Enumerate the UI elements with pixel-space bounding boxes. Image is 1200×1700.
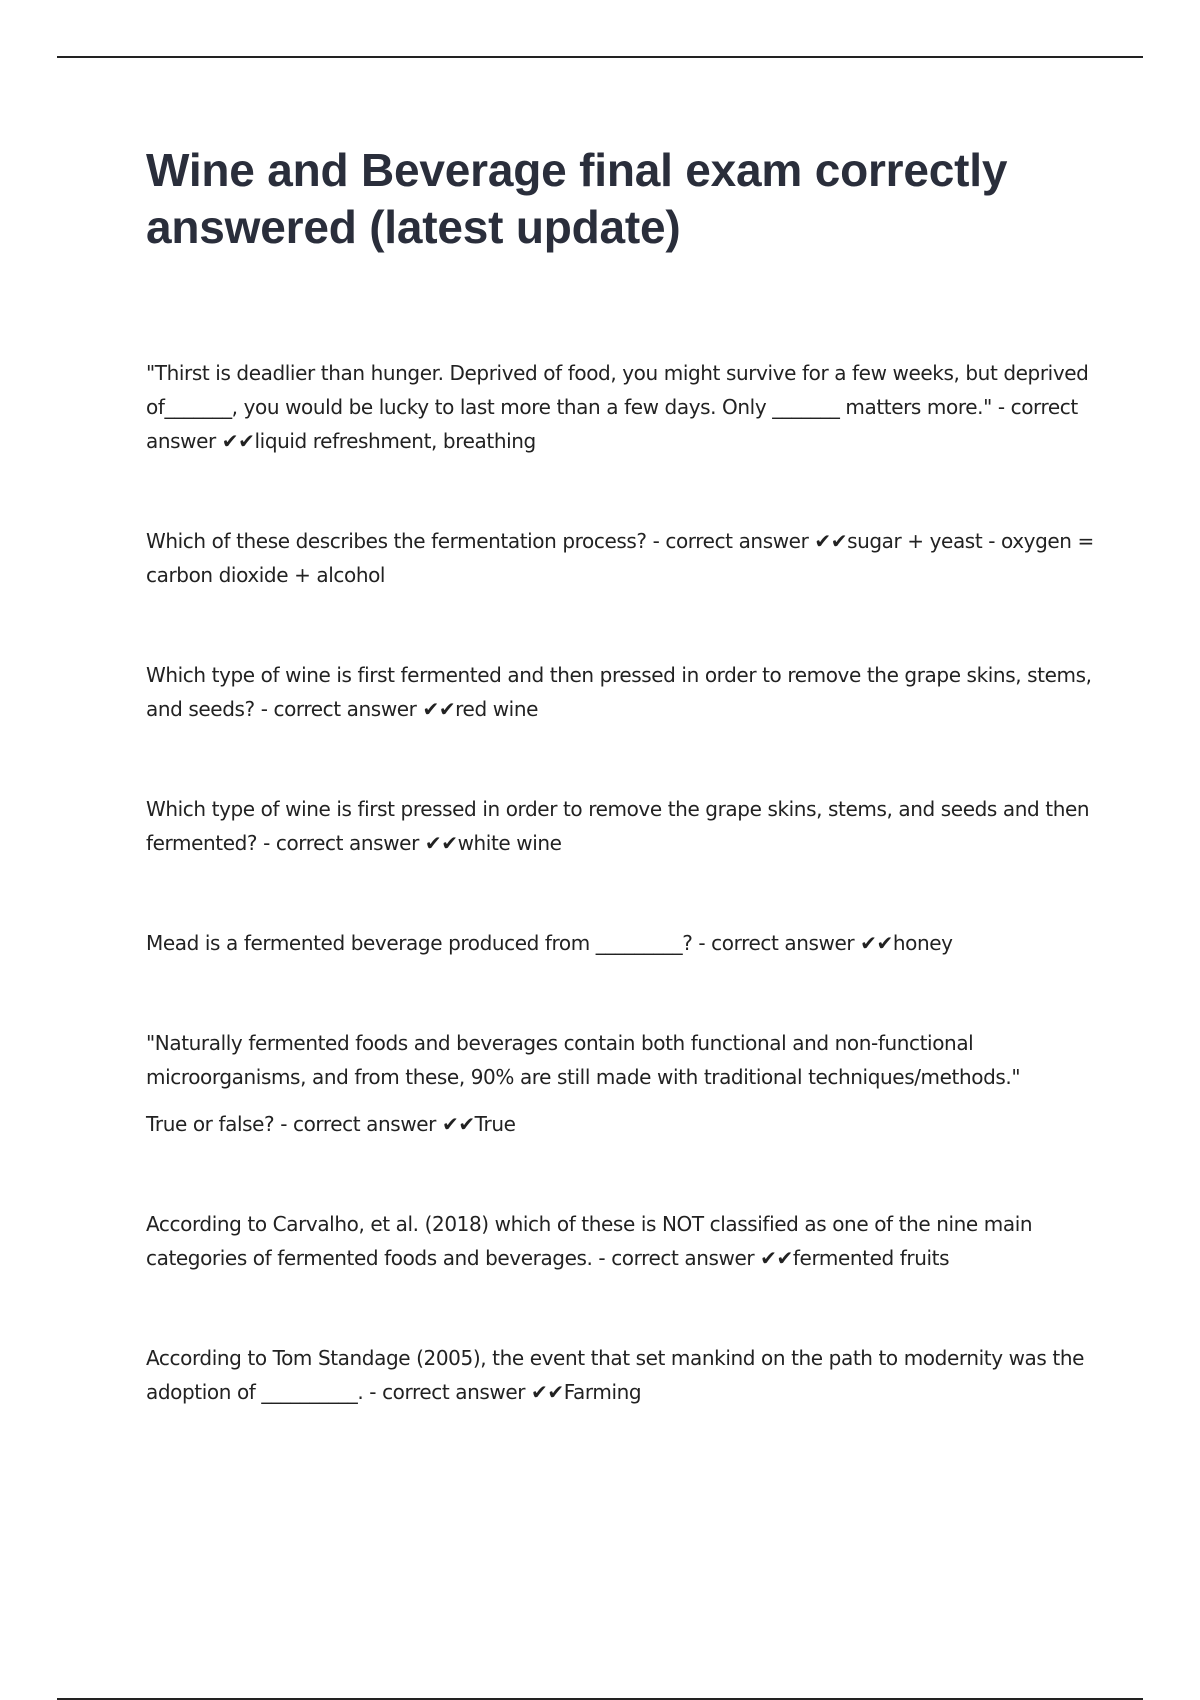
question-text: Which type of wine is first fermented and then pressed in order to remove the grape skins, stems, and seeds? - correct answer ✔✔red wine	[146, 663, 1092, 721]
question-text: Which type of wine is first pressed in order to remove the grape skins, stems, and seeds and then fermented? - correct answer ✔✔white wine	[146, 797, 1090, 855]
question-item	[146, 1207, 1096, 1275]
document-body	[146, 142, 1096, 1475]
question-item	[146, 524, 1096, 592]
question-item	[146, 356, 1096, 458]
question-text: Which of these describes the fermentation process? - correct answer ✔✔sugar + yeast - oxygen = carbon dioxide + alcohol	[146, 529, 1094, 587]
question-item	[146, 658, 1096, 726]
question-text: "Thirst is deadlier than hunger. Deprived of food, you might survive for a few weeks, but deprived of_______, you would be lucky to last more than a few days. Only _______ matters more." - correct answer ✔✔liquid refreshment, breathing	[146, 361, 1089, 453]
question-item	[146, 792, 1096, 860]
question-text: According to Carvalho, et al. (2018) which of these is NOT classified as one of the nine main categories of fermented foods and beverages. - correct answer ✔✔fermented fruits	[146, 1212, 1033, 1270]
question-item	[146, 1341, 1096, 1409]
question-item	[146, 926, 1096, 960]
question-text: According to Tom Standage (2005), the event that set mankind on the path to modernity was the adoption of __________. - correct answer ✔✔Farming	[146, 1346, 1084, 1404]
question-item	[146, 1026, 1096, 1141]
question-list	[146, 356, 1096, 1409]
top-rule	[57, 56, 1143, 58]
question-answer-line: True or false? - correct answer ✔✔True	[146, 1112, 516, 1136]
question-text: Mead is a fermented beverage produced from _________? - correct answer ✔✔honey	[146, 931, 953, 955]
question-text: "Naturally fermented foods and beverages contain both functional and non-functional microorganisms, and from these, 90% are still made with traditional techniques/methods."	[146, 1031, 1021, 1089]
document-title: Wine and Beverage final exam correctly answered (latest update)	[146, 144, 1008, 253]
